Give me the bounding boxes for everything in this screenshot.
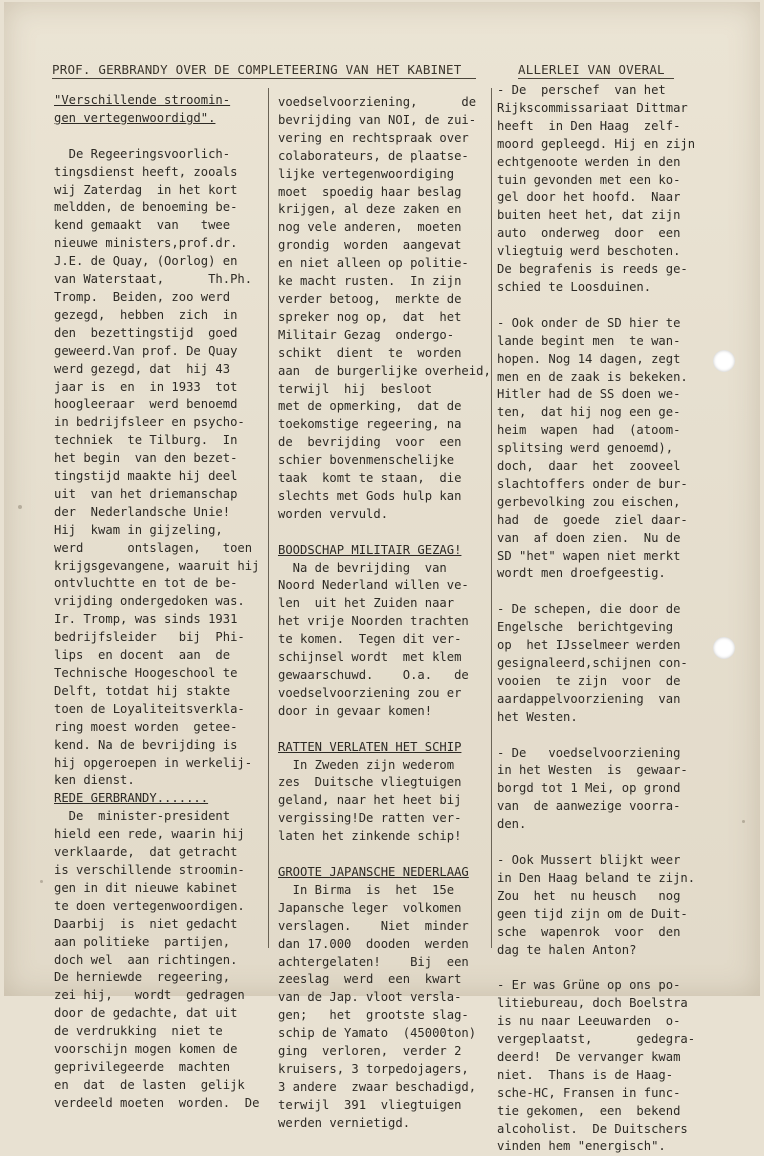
text-line: van de Jap. vloot versla- bbox=[278, 990, 462, 1005]
text-line: schier bovenmenschelijke bbox=[278, 453, 455, 468]
text-line: - Ook Mussert blijkt weer bbox=[497, 852, 681, 867]
text-line: niet. Thans is de Haag- bbox=[497, 1067, 674, 1082]
text-line: is verschillende stroomin- bbox=[54, 862, 245, 877]
text-line: De Regeeringsvoorlich- bbox=[54, 146, 231, 161]
text-line: In Birma is het 15e bbox=[278, 882, 455, 897]
column-divider-right bbox=[491, 88, 492, 948]
column-two-article bbox=[278, 94, 491, 1133]
text-line: doch, daar het zooveel bbox=[497, 459, 681, 474]
text-line: Zou het nu heusch nog bbox=[497, 888, 681, 903]
text-line: moord gepleegd. Hij en zijn bbox=[497, 136, 696, 151]
text-line: geen tijd zijn om de Duit- bbox=[497, 906, 688, 921]
text-line: ontvluchtte en tot de be- bbox=[54, 576, 238, 591]
text-line: van Waterstaat, Th.Ph. bbox=[54, 272, 253, 287]
text-line: wij Zaterdag in het kort bbox=[54, 182, 238, 197]
text-line: het begin van den bezet- bbox=[54, 451, 238, 466]
text-line: J.E. de Quay, (Oorlog) en bbox=[54, 254, 238, 269]
text-line: van af doen zien. Nu de bbox=[497, 530, 681, 545]
text-line: 3 andere zwaar beschadigd, bbox=[278, 1079, 477, 1094]
text-line: door de gedachte, dat uit bbox=[54, 1006, 238, 1021]
text-line: ring moest worden getee- bbox=[54, 719, 238, 734]
text-line: hopen. Nog 14 dagen, zegt bbox=[497, 351, 681, 366]
text-line: is nu naar Leeuwarden o- bbox=[497, 1014, 681, 1029]
subheading: "Verschillende stroomin- bbox=[54, 93, 231, 107]
text-line bbox=[497, 959, 713, 977]
text-line: deerd! De vervanger kwam bbox=[497, 1049, 681, 1064]
text-line: ging verloren, verder 2 bbox=[278, 1044, 462, 1059]
text-line: vrijding ondergedoken was. bbox=[54, 594, 245, 609]
text-line: geprivilegeerde machten bbox=[54, 1059, 231, 1074]
text-line: krijgsgevangene, waaruit hij bbox=[54, 558, 260, 573]
text-line: worden vervuld. bbox=[278, 506, 389, 521]
text-line: gewaarschuwd. O.a. de bbox=[278, 668, 469, 682]
paper-speck bbox=[40, 880, 43, 883]
text-line: alcoholist. De Duitschers bbox=[497, 1121, 688, 1136]
text-line: auto onderweg door een bbox=[497, 226, 681, 241]
text-line: zes Duitsche vliegtuigen bbox=[278, 775, 462, 790]
text-line: het vrije Noorden trachten bbox=[278, 614, 469, 629]
text-line: voorschijn mogen komen de bbox=[54, 1042, 238, 1057]
text-line: hoogleeraar werd benoemd bbox=[54, 397, 238, 412]
text-line: hij opgeroepen in werkelij- bbox=[54, 755, 253, 770]
text-line: der Nederlandsche Unie! bbox=[54, 504, 231, 519]
text-line: meldden, de benoeming be- bbox=[54, 200, 238, 215]
text-line: - De schepen, die door de bbox=[497, 602, 681, 617]
text-line bbox=[278, 721, 488, 739]
text-line: hield een rede, waarin hij bbox=[54, 827, 245, 842]
text-line bbox=[497, 583, 713, 601]
text-line: de verdrukking niet te bbox=[54, 1024, 223, 1039]
text-line: borgd tot 1 Mei, op grond bbox=[497, 781, 681, 796]
text-line: en dat de lasten gelijk bbox=[54, 1077, 245, 1092]
text-line: SD "het" wapen niet merkt bbox=[497, 548, 681, 563]
text-line: nieuwe ministers,prof.dr. bbox=[54, 236, 238, 251]
text-line: In Zweden zijn wederom bbox=[278, 757, 455, 772]
text-line: nog vele anderen, moeten bbox=[278, 220, 462, 235]
text-line: verder betoog, merkte de bbox=[278, 291, 462, 306]
text-line bbox=[497, 297, 713, 315]
text-line: litiebureau, doch Boelstra bbox=[497, 996, 688, 1011]
text-line: Hij kwam in gijzeling, bbox=[54, 522, 223, 537]
text-line: door in gevaar komen! bbox=[278, 703, 433, 718]
text-line: spreker nog op, dat het bbox=[278, 309, 462, 324]
text-line: terwijl hij besloot bbox=[278, 381, 433, 396]
text-line: verdeeld moeten worden. De bbox=[54, 1095, 260, 1110]
text-line: gezegd, hebben zich in bbox=[54, 307, 238, 322]
text-line: krijgen, al deze zaken en bbox=[278, 202, 462, 217]
text-line: splitsing werd genoemd), bbox=[497, 441, 674, 456]
text-line: Japansche leger volkomen bbox=[278, 900, 462, 915]
text-line: schied te Loosduinen. bbox=[497, 279, 652, 294]
text-line: met de opmerking, dat de bbox=[278, 399, 462, 414]
text-line: wordt men droefgeestig. bbox=[497, 566, 666, 581]
text-line: - Er was Grüne op ons po- bbox=[497, 978, 681, 993]
section-headline-underline bbox=[518, 78, 674, 79]
text-line: bevrijding van NOI, de zui- bbox=[278, 112, 477, 127]
text-line: had de goede ziel daar- bbox=[497, 512, 688, 527]
text-line: ken dienst. bbox=[54, 773, 135, 788]
text-line: geland, naar het heet bij bbox=[278, 793, 462, 808]
text-line: doch wel aan richtingen. bbox=[54, 952, 238, 967]
text-line: techniek te Tilburg. In bbox=[54, 433, 238, 448]
text-line: tuin gevonden met een ko- bbox=[497, 172, 681, 187]
text-line: De minister-president bbox=[54, 809, 231, 824]
text-line: - De perschef van het bbox=[497, 83, 666, 97]
text-line: terwijl 391 vliegtuigen bbox=[278, 1097, 462, 1112]
text-line: - Ook onder de SD hier te bbox=[497, 315, 681, 330]
text-line: geweerd.Van prof. De Quay bbox=[54, 343, 238, 358]
text-line: sche wapenrok voor den bbox=[497, 924, 681, 939]
text-line: Tromp. Beiden, zoo werd bbox=[54, 289, 231, 304]
text-line: te komen. Tegen dit ver- bbox=[278, 632, 462, 647]
text-line: schijnsel wordt met klem bbox=[278, 650, 462, 665]
text-line: den. bbox=[497, 817, 527, 832]
text-line: gen; het grootste slag- bbox=[278, 1008, 469, 1023]
text-line: Engelsche berichtgeving bbox=[497, 620, 674, 635]
text-line: zeeslag werd een kwart bbox=[278, 972, 462, 987]
headline-underline bbox=[52, 78, 476, 79]
text-line: in bedrijfsleer en psycho- bbox=[54, 415, 245, 430]
punch-hole-top bbox=[713, 350, 735, 372]
text-line: Delft, totdat hij stakte bbox=[54, 683, 231, 698]
column-three-allerlei bbox=[497, 82, 713, 1156]
column-divider-left bbox=[268, 88, 269, 948]
text-line bbox=[54, 128, 264, 146]
text-line: len uit het Zuiden naar bbox=[278, 596, 455, 611]
text-line: vooien te zijn voor de bbox=[497, 673, 681, 688]
text-line: De begrafenis is reeds ge- bbox=[497, 262, 688, 277]
text-line: verklaarde, dat getracht bbox=[54, 845, 238, 860]
text-line: vergissing!De ratten ver- bbox=[278, 811, 462, 826]
subheading: RATTEN VERLATEN HET SCHIP bbox=[278, 739, 462, 754]
punch-hole-bottom bbox=[713, 637, 735, 659]
text-line: lijke vertegenwoordiging bbox=[278, 166, 455, 181]
text-line: voedselvoorziening, de bbox=[278, 95, 477, 109]
text-line: Na de bevrijding van bbox=[278, 560, 447, 575]
text-line: slachtoffers onder de bur- bbox=[497, 476, 688, 491]
text-line: heeft in Den Haag zelf- bbox=[497, 118, 681, 133]
text-line: gerbevolking zou eischen, bbox=[497, 494, 681, 509]
text-line: Hitler had de SS doen we- bbox=[497, 387, 681, 402]
text-line: echtgenoote werden in den bbox=[497, 154, 681, 169]
text-line: kend gemaakt van twee bbox=[54, 218, 231, 233]
text-line: dan 17.000 dooden werden bbox=[278, 936, 469, 951]
text-line: werd ontslagen, toen bbox=[54, 540, 253, 555]
column-one-article bbox=[54, 92, 264, 1113]
text-line: laten het zinkende schip! bbox=[278, 829, 462, 844]
text-line: jaar is en in 1933 tot bbox=[54, 379, 238, 394]
text-line: lips en docent aan de bbox=[54, 648, 231, 663]
text-line: Militair Gezag ondergo- bbox=[278, 327, 455, 342]
text-line bbox=[497, 727, 713, 745]
text-line bbox=[497, 834, 713, 852]
text-line: gel door het hoofd. Naar bbox=[497, 190, 681, 205]
text-line: - De voedselvoorziening bbox=[497, 745, 681, 760]
text-line: Technische Hoogeschool te bbox=[54, 666, 238, 680]
text-line: het Westen. bbox=[497, 709, 578, 724]
text-line: slechts met Gods hulp kan bbox=[278, 488, 462, 503]
text-line: vering en rechtspraak over bbox=[278, 130, 469, 145]
text-line: buiten heet het, dat zijn bbox=[497, 208, 681, 223]
text-line: aan de burgerlijke overheid, bbox=[278, 363, 491, 378]
text-line: op het IJsselmeer werden bbox=[497, 638, 681, 653]
subheading: GROOTE JAPANSCHE NEDERLAAG bbox=[278, 864, 469, 879]
text-line: kend. Na de bevrijding is bbox=[54, 737, 238, 752]
subheading: gen vertegenwoordigd". bbox=[54, 110, 216, 125]
text-line: werd gezegd, dat hij 43 bbox=[54, 361, 231, 376]
text-line: vliegtuig werd beschoten. bbox=[497, 244, 681, 259]
text-line: zei hij, wordt gedragen bbox=[54, 988, 245, 1003]
text-line: den bezettingstijd goed bbox=[54, 325, 238, 340]
text-line: schip de Yamato (45000ton) bbox=[278, 1026, 477, 1041]
text-line: toen de Loyaliteitsverkla- bbox=[54, 701, 245, 716]
text-line: uit van het driemanschap bbox=[54, 486, 238, 501]
paper-speck bbox=[742, 820, 745, 823]
text-line: bedrijfsleider bij Phi- bbox=[54, 630, 245, 645]
text-line: aan politieke partijen, bbox=[54, 934, 231, 949]
text-line: Noord Nederland willen ve- bbox=[278, 578, 469, 593]
text-line: Daarbij is niet gedacht bbox=[54, 916, 238, 931]
text-line: in Den Haag beland te zijn. bbox=[497, 870, 696, 885]
text-line: tie gekomen, een bekend bbox=[497, 1103, 681, 1118]
text-line: lande begint men te wan- bbox=[497, 333, 681, 348]
text-line bbox=[278, 524, 488, 542]
text-line: taak komt te staan, die bbox=[278, 471, 462, 486]
text-line: van de aanwezige voorra- bbox=[497, 799, 681, 814]
text-line: verslagen. Niet minder bbox=[278, 918, 469, 933]
subheading: REDE GERBRANDY....... bbox=[54, 791, 209, 806]
text-line: grondig worden aangevat bbox=[278, 238, 462, 253]
text-line: achtergelaten! Bij een bbox=[278, 954, 469, 969]
text-line: gesignaleerd,schijnen con- bbox=[497, 656, 688, 670]
text-line: en niet alleen op politie- bbox=[278, 256, 469, 271]
text-line: vinden hem "energisch". bbox=[497, 1139, 666, 1154]
text-line: kruisers, 3 torpedojagers, bbox=[278, 1061, 469, 1076]
text-line: heim wapen had (atoom- bbox=[497, 423, 681, 438]
text-line: sche-HC, Fransen in func- bbox=[497, 1085, 681, 1100]
text-line bbox=[278, 846, 488, 864]
text-line: schikt dient te worden bbox=[278, 345, 462, 360]
text-line: werden vernietigd. bbox=[278, 1115, 411, 1130]
text-line: Ir. Tromp, was sinds 1931 bbox=[54, 612, 238, 627]
text-line: vergeplaatst, gedegra- bbox=[497, 1032, 696, 1047]
text-line: ke macht rusten. In zijn bbox=[278, 274, 462, 289]
text-line: de bevrijding voor een bbox=[278, 435, 462, 450]
text-line: moet spoedig haar beslag bbox=[278, 184, 462, 199]
main-headline: PROF. GERBRANDY OVER DE COMPLETEERING VAN HET KABINET bbox=[52, 62, 462, 77]
paper-speck bbox=[18, 505, 22, 509]
text-line: tingstijd maakte hij deel bbox=[54, 469, 238, 484]
text-line: men en de zaak is bekeken. bbox=[497, 369, 688, 384]
text-line: in het Westen is gewaar- bbox=[497, 763, 688, 778]
text-line: Rijkscommissariaat Dittmar bbox=[497, 100, 688, 115]
text-line: colaborateurs, de plaatse- bbox=[278, 148, 469, 163]
text-line: De herniewde regeering, bbox=[54, 970, 231, 985]
subheading: BOODSCHAP MILITAIR GEZAG! bbox=[278, 542, 462, 557]
text-line: tingsdienst heeft, zooals bbox=[54, 164, 238, 179]
text-line: toekomstige regeering, na bbox=[278, 417, 462, 432]
text-line: te doen vertegenwoordigen. bbox=[54, 898, 245, 913]
section-headline-allerlei: ALLERLEI VAN OVERAL bbox=[518, 62, 665, 77]
text-line: ten, dat hij nog een ge- bbox=[497, 405, 681, 420]
text-line: gen in dit nieuwe kabinet bbox=[54, 880, 238, 895]
text-line: voedselvoorziening zou er bbox=[278, 685, 462, 700]
text-line: dag te halen Anton? bbox=[497, 942, 637, 957]
text-line: aardappelvoorziening van bbox=[497, 691, 681, 706]
